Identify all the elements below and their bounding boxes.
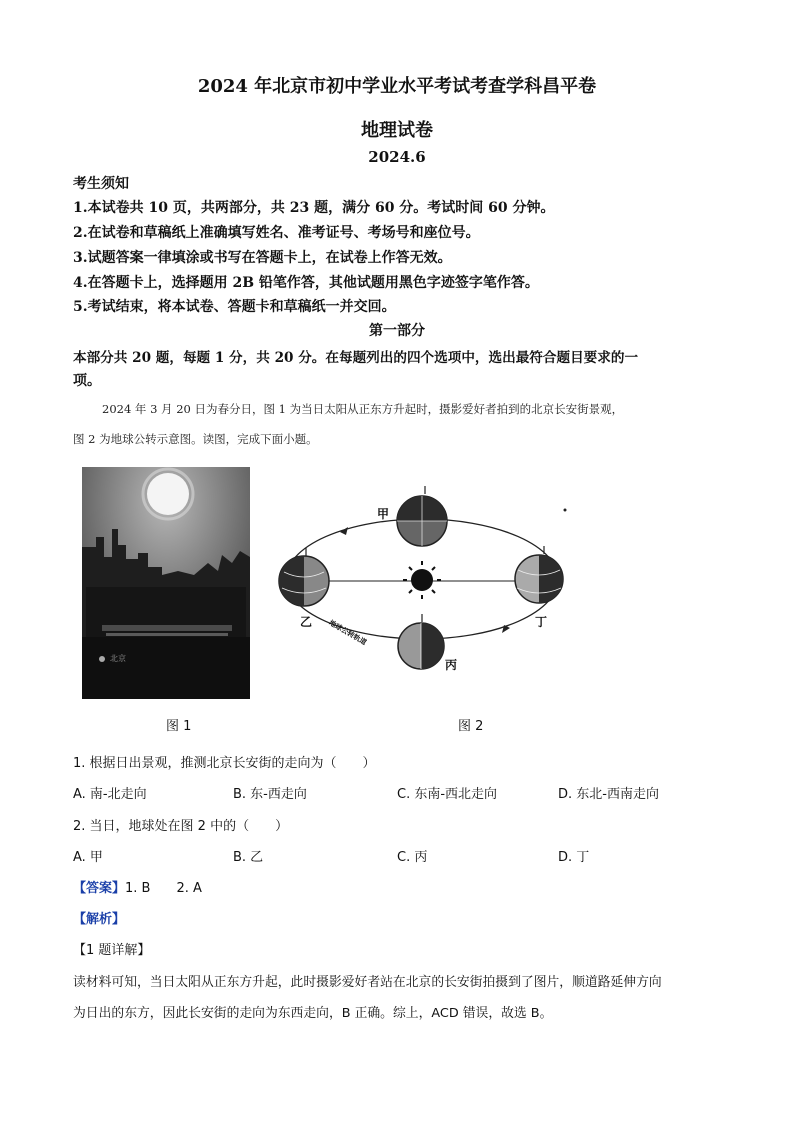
notice-item-4: 4.在答题卡上，选择题用 2B 铅笔作答，其他试题用黑色字迹签字笔作答。 <box>73 275 539 291</box>
material-line2: 图 2 为地球公转示意图。读图，完成下面小题。 <box>73 432 318 446</box>
notice-item-1: 1.本试卷共 10 页，共两部分，共 23 题，满分 60 分。考试时间 60 分钟。 <box>73 200 555 216</box>
analysis-sub-label: 【1 题详解】 <box>73 943 151 958</box>
sun-icon <box>403 561 441 599</box>
exam-subtitle: 地理试卷 <box>361 120 433 141</box>
q1-option-b: B. 东-西走向 <box>233 787 307 802</box>
notice-item-3: 3.试题答案一律填涂或书写在答题卡上，在试卷上作答无效。 <box>73 250 452 266</box>
figure2-caption: 图 2 <box>458 719 484 734</box>
q1-option-c: C. 东南-西北走向 <box>397 787 498 802</box>
analysis-line2: 为日出的东方，因此长安街的走向为东西走向，B 正确。综上，ACD 错误，故选 B。 <box>73 1006 553 1021</box>
analysis-line1: 读材料可知，当日太阳从正东方升起，此时摄影爱好者站在北京的长安街拍摄到了图片，顺道路延伸方向 <box>73 975 662 990</box>
question-1-stem: 1. 根据日出景观，推测北京长安街的走向为（ ） <box>73 756 376 771</box>
earth-bing <box>398 614 444 669</box>
answer-label: 【答案】 <box>73 881 126 896</box>
earth-jia <box>397 486 447 546</box>
label-bing: 丙 <box>445 658 458 672</box>
analysis-label: 【解析】 <box>73 912 126 927</box>
answer-value: 1. B 2. A <box>125 881 202 896</box>
material-line1: 2024 年 3 月 20 日为春分日，图 1 为当日太阳从正东方升起时，摄影爱好者拍到的北京长安街景观， <box>102 402 624 416</box>
figure1-caption: 图 1 <box>166 719 192 734</box>
earth-yi <box>279 548 329 606</box>
notice-item-2: 2.在试卷和草稿纸上准确填写姓名、准考证号、考场号和座位号。 <box>73 225 480 241</box>
figure2-orbit-diagram <box>270 480 590 690</box>
exam-title: 2024 年北京市初中学业水平考试考查学科昌平卷 <box>197 76 597 97</box>
figure1-photo <box>82 467 250 699</box>
q2-option-a: A. 甲 <box>73 850 103 865</box>
q2-option-d: D. 丁 <box>558 850 590 865</box>
question-2-stem: 2. 当日，地球处在图 2 中的（ ） <box>73 819 289 834</box>
notice-item-5: 5.考试结束，将本试卷、答题卡和草稿纸一并交回。 <box>73 299 396 315</box>
label-yi: 乙 <box>300 615 313 629</box>
exam-date: 2024.6 <box>368 148 426 166</box>
q1-option-d: D. 东北-西南走向 <box>558 787 659 802</box>
label-ding: 丁 <box>535 615 548 629</box>
part1-intro-line1: 本部分共 20 题，每题 1 分，共 20 分。在每题列出的四个选项中，选出最符合题目要求的一 <box>73 350 639 366</box>
label-jia: 甲 <box>377 507 390 521</box>
part1-intro-line2: 项。 <box>73 373 101 389</box>
q2-option-b: B. 乙 <box>233 850 264 865</box>
orbit-label: 地球公转轨道 <box>327 618 368 647</box>
figure1-watermark: 北京 <box>110 654 126 663</box>
notice-heading: 考生须知 <box>73 176 129 192</box>
earth-ding <box>515 546 563 603</box>
answer-row <box>73 877 202 896</box>
q1-option-a: A. 南-北走向 <box>73 787 147 802</box>
q2-option-c: C. 丙 <box>397 850 428 865</box>
part1-heading: 第一部分 <box>369 323 425 339</box>
